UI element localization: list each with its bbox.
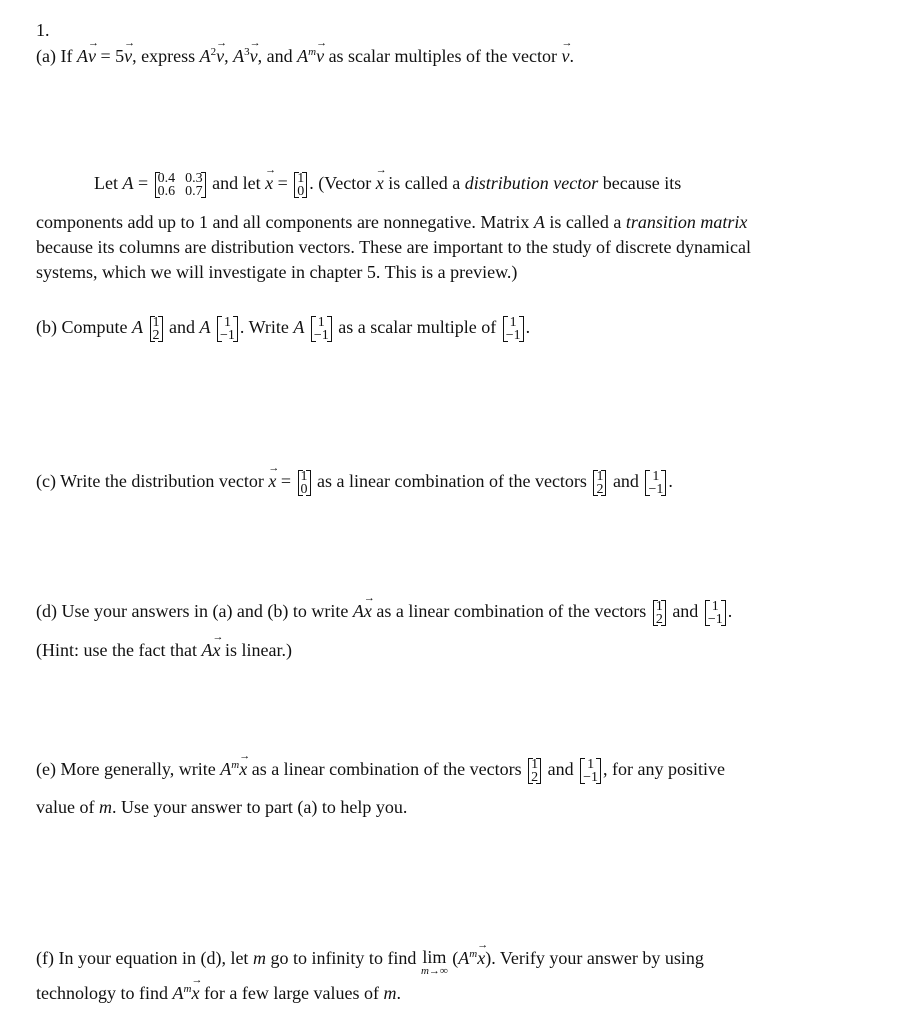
part-e: (e) More generally, write $A^m$ → x as a linear combination of the vectors 1 2 and 1 −1 , for any positive <box>36 750 725 785</box>
matrix-a: 0.4 0.3 0.6 0.7 <box>155 172 206 198</box>
part-f: (f) In your equation in (d), let m go to infinity to find lim m→∞ ($A^m$ → x). Verify your answer by using <box>36 939 704 977</box>
vector-arrow-icon: → <box>265 164 277 177</box>
intro-line-3: because its columns are distribution vectors. These are important to the study of discrete dynamical <box>36 237 751 257</box>
part-f-line-2: technology to find $A^m$ → x for a few large values of m. <box>36 974 402 1003</box>
vector-arrow-icon: → <box>212 631 224 643</box>
vector-arrow-icon: → <box>316 37 328 49</box>
vector-1-neg1: 1 −1 <box>503 316 524 342</box>
part-c: (c) Write the distribution vector → x = 1 0 as a linear combination of the vectors 1 2 and 1 −1 . <box>36 462 673 497</box>
vector-1-2: 1 2 <box>150 316 163 342</box>
vector-arrow-icon: → <box>477 939 489 951</box>
vector-1-neg1: 1 −1 <box>705 600 726 626</box>
part-e-line-2: value of m. Use your answer to part (a) to help you. <box>36 797 408 817</box>
part-d-hint: (Hint: use the fact that A → x is linear.) <box>36 631 292 660</box>
vector-arrow-icon: → <box>216 37 228 49</box>
vector-arrow-icon: → <box>249 37 261 49</box>
vector-1-neg1: 1 −1 <box>580 758 601 784</box>
part-b: (b) Compute A 1 2 and A 1 −1 . Write A 1 −1 as a scalar multiple of 1 −1 . <box>36 315 531 343</box>
vector-x: 1 0 <box>298 470 311 496</box>
vector-1-neg1: 1 −1 <box>311 316 332 342</box>
vector-x: 1 0 <box>294 172 307 198</box>
intro-line-4: systems, which we will investigate in chapter 5. This is a preview.) <box>36 262 518 282</box>
vector-arrow-icon: → <box>268 462 280 475</box>
vector-arrow-icon: → <box>375 164 387 177</box>
limit-expression: lim m→∞ <box>420 947 448 977</box>
problem-number: 1. <box>36 20 50 40</box>
vector-1-2: 1 2 <box>653 600 666 626</box>
intro-line-1: Let A = 0.4 0.3 0.6 0.7 and let → x = 1 0 . (Vector → x is called a distribution vector because its <box>94 164 682 199</box>
vector-1-neg1: 1 −1 <box>217 316 238 342</box>
vector-arrow-icon: → <box>363 592 375 605</box>
vector-arrow-icon: → <box>87 37 99 49</box>
vector-1-2: 1 2 <box>593 470 606 496</box>
vector-1-2: 1 2 <box>528 758 541 784</box>
part-a: (a) If A → v = 5 → v, express $A^2$ → v, $A^3$ → v, and $A^m$ → v as scalar multiples of the vector → v. <box>36 37 574 66</box>
vector-1-neg1: 1 −1 <box>645 470 666 496</box>
vector-arrow-icon: → <box>561 37 573 49</box>
vector-arrow-icon: → <box>124 37 136 49</box>
vector-arrow-icon: → <box>191 974 203 986</box>
vector-arrow-icon: → <box>239 750 251 763</box>
part-d: (d) Use your answers in (a) and (b) to write A → x as a linear combination of the vectors 1 2 and 1 −1 . <box>36 592 733 627</box>
intro-line-2: components add up to 1 and all components are nonnegative. Matrix A is called a transition matrix <box>36 212 748 232</box>
